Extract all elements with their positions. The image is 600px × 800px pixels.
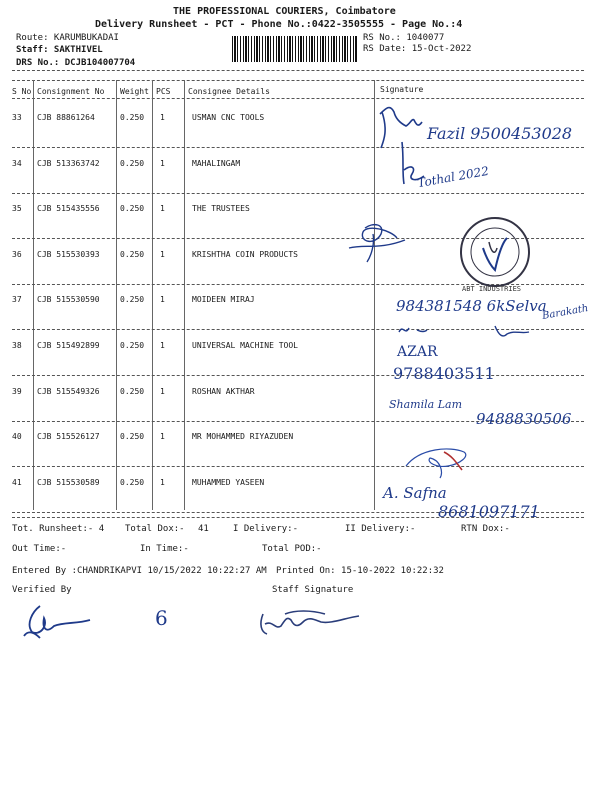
divider [12, 80, 584, 81]
cell-sno: 35 [12, 204, 22, 214]
rs-number: RS No.: 1040077 [363, 33, 445, 43]
cell-pcs: 1 [160, 477, 165, 487]
col-pcs: PCS [156, 87, 171, 96]
cell-consignee: MAHALINGAM [192, 158, 241, 168]
in-time: In Time:- [140, 544, 189, 554]
printed-on: Printed On: 15-10-2022 10:22:32 [276, 566, 444, 576]
cell-weight: 0.250 [120, 295, 145, 305]
cell-consignment: CJB 515526127 [37, 432, 100, 442]
cell-weight: 0.250 [120, 477, 145, 487]
staff-label: Staff: SAKTHIVEL [16, 45, 103, 55]
handwritten-note: AZAR [397, 344, 438, 360]
out-time: Out Time:- [12, 544, 67, 554]
cell-weight: 0.250 [120, 249, 145, 259]
row-divider [12, 375, 584, 376]
barcode [232, 36, 357, 62]
cell-consignment: CJB 513363742 [37, 158, 100, 168]
handwritten-note: 6 [155, 606, 168, 630]
handwritten-note: Barakath [541, 303, 590, 322]
cell-consignee: USMAN CNC TOOLS [192, 113, 265, 122]
handwritten-note: Shamila Lam [389, 398, 462, 411]
handwritten-note: Tothal 2022 [416, 163, 490, 191]
cell-consignee: MUHAMMED YASEEN [192, 477, 265, 487]
cell-consignment: CJB 515492899 [37, 341, 100, 350]
cell-pcs: 1 [160, 295, 165, 305]
cell-sno: 38 [12, 341, 22, 350]
cell-pcs: 1 [160, 249, 165, 259]
cell-consignment: CJB 88861264 [37, 113, 95, 122]
col-weight: Weight [120, 87, 149, 96]
cell-sno: 36 [12, 249, 22, 259]
staff-signature-label: Staff Signature [272, 585, 354, 595]
signature-scribble [395, 318, 535, 342]
handwritten-note: 8681097171 [438, 502, 540, 521]
cell-sno: 37 [12, 295, 22, 305]
ii-delivery: II Delivery:- [345, 524, 416, 534]
cell-weight: 0.250 [120, 341, 145, 350]
column-rule [152, 80, 153, 510]
cell-pcs: 1 [160, 341, 165, 350]
row-divider [12, 466, 584, 467]
cell-weight: 0.250 [120, 204, 145, 214]
column-rule [184, 80, 185, 510]
company-title: THE PROFESSIONAL COURIERS, Coimbatore [173, 6, 396, 17]
handwritten-note: 9488830506 [476, 410, 572, 428]
rtn-dox: RTN Dox:- [461, 524, 510, 534]
cell-consignee: THE TRUSTEES [192, 204, 250, 214]
entered-by: Entered By :CHANDRIKAPVI 10/15/2022 10:22:27 AM [12, 566, 267, 576]
handwritten-note: Fazil 9500453028 [427, 124, 573, 143]
cell-consignment: CJB 515530590 [37, 295, 100, 305]
divider [12, 517, 584, 518]
route-label: Route: KARUMBUKADAI [16, 33, 119, 43]
stamp-text: ABT INDUSTRIES [462, 285, 522, 293]
cell-consignee: MR MOHAMMED RIYAZUDEN [192, 432, 294, 442]
cell-consignee: KRISHTHA COIN PRODUCTS [192, 249, 298, 259]
drs-label: DRS No.: DCJB104007704 [16, 58, 136, 68]
runsheet-subtitle: Delivery Runsheet - PCT - Phone No.:0422-3505555 - Page No.:4 [95, 19, 463, 30]
handwritten-note: 9788403511 [393, 364, 495, 383]
total-pod: Total POD:- [262, 544, 322, 554]
handwritten-note: A. Safna [383, 484, 447, 502]
cell-pcs: 1 [160, 432, 165, 442]
cell-pcs: 1 [160, 386, 165, 396]
column-rule [33, 80, 34, 510]
verified-signature [20, 602, 120, 642]
cell-sno: 33 [12, 113, 22, 122]
total-dox-label: Total Dox:- [125, 524, 185, 534]
cell-consignment: CJB 515530393 [37, 249, 100, 259]
total-dox-value: 41 [198, 524, 209, 534]
rs-date: RS Date: 15-Oct-2022 [363, 44, 472, 54]
cell-consignment: CJB 515530589 [37, 477, 100, 487]
verified-by-label: Verified By [12, 585, 72, 595]
cell-weight: 0.250 [120, 386, 145, 396]
cell-sno: 34 [12, 158, 22, 168]
cell-consignee: UNIVERSAL MACHINE TOOL [192, 341, 298, 350]
cell-sno: 39 [12, 386, 22, 396]
cell-consignment: CJB 515549326 [37, 386, 100, 396]
cell-sno: 41 [12, 477, 22, 487]
cell-sno: 40 [12, 432, 22, 442]
cell-weight: 0.250 [120, 158, 145, 168]
cell-consignment: CJB 515435556 [37, 204, 100, 214]
i-delivery: I Delivery:- [233, 524, 299, 534]
col-signature: Signature [380, 85, 424, 94]
cell-pcs: 1 [160, 204, 165, 214]
cell-consignee: ROSHAN AKTHAR [192, 386, 255, 396]
col-sno: S No [12, 87, 32, 96]
handwritten-note: 984381548 6kSelva [396, 297, 547, 315]
col-consignee: Consignee Details [188, 87, 270, 96]
column-rule [374, 80, 375, 510]
signature-scribble [345, 220, 410, 265]
divider [12, 98, 584, 99]
cell-pcs: 1 [160, 158, 165, 168]
cell-pcs: 1 [160, 113, 165, 122]
cell-weight: 0.250 [120, 432, 145, 442]
column-rule [116, 80, 117, 510]
staff-signature [255, 606, 375, 642]
signature-scribble [400, 442, 480, 482]
divider [12, 70, 584, 71]
total-runsheet: Tot. Runsheet:- 4 [12, 524, 105, 534]
cell-weight: 0.250 [120, 113, 145, 122]
company-stamp [455, 212, 535, 292]
col-consignment: Consignment No [37, 87, 105, 96]
cell-consignee: MOIDEEN MIRAJ [192, 295, 255, 305]
